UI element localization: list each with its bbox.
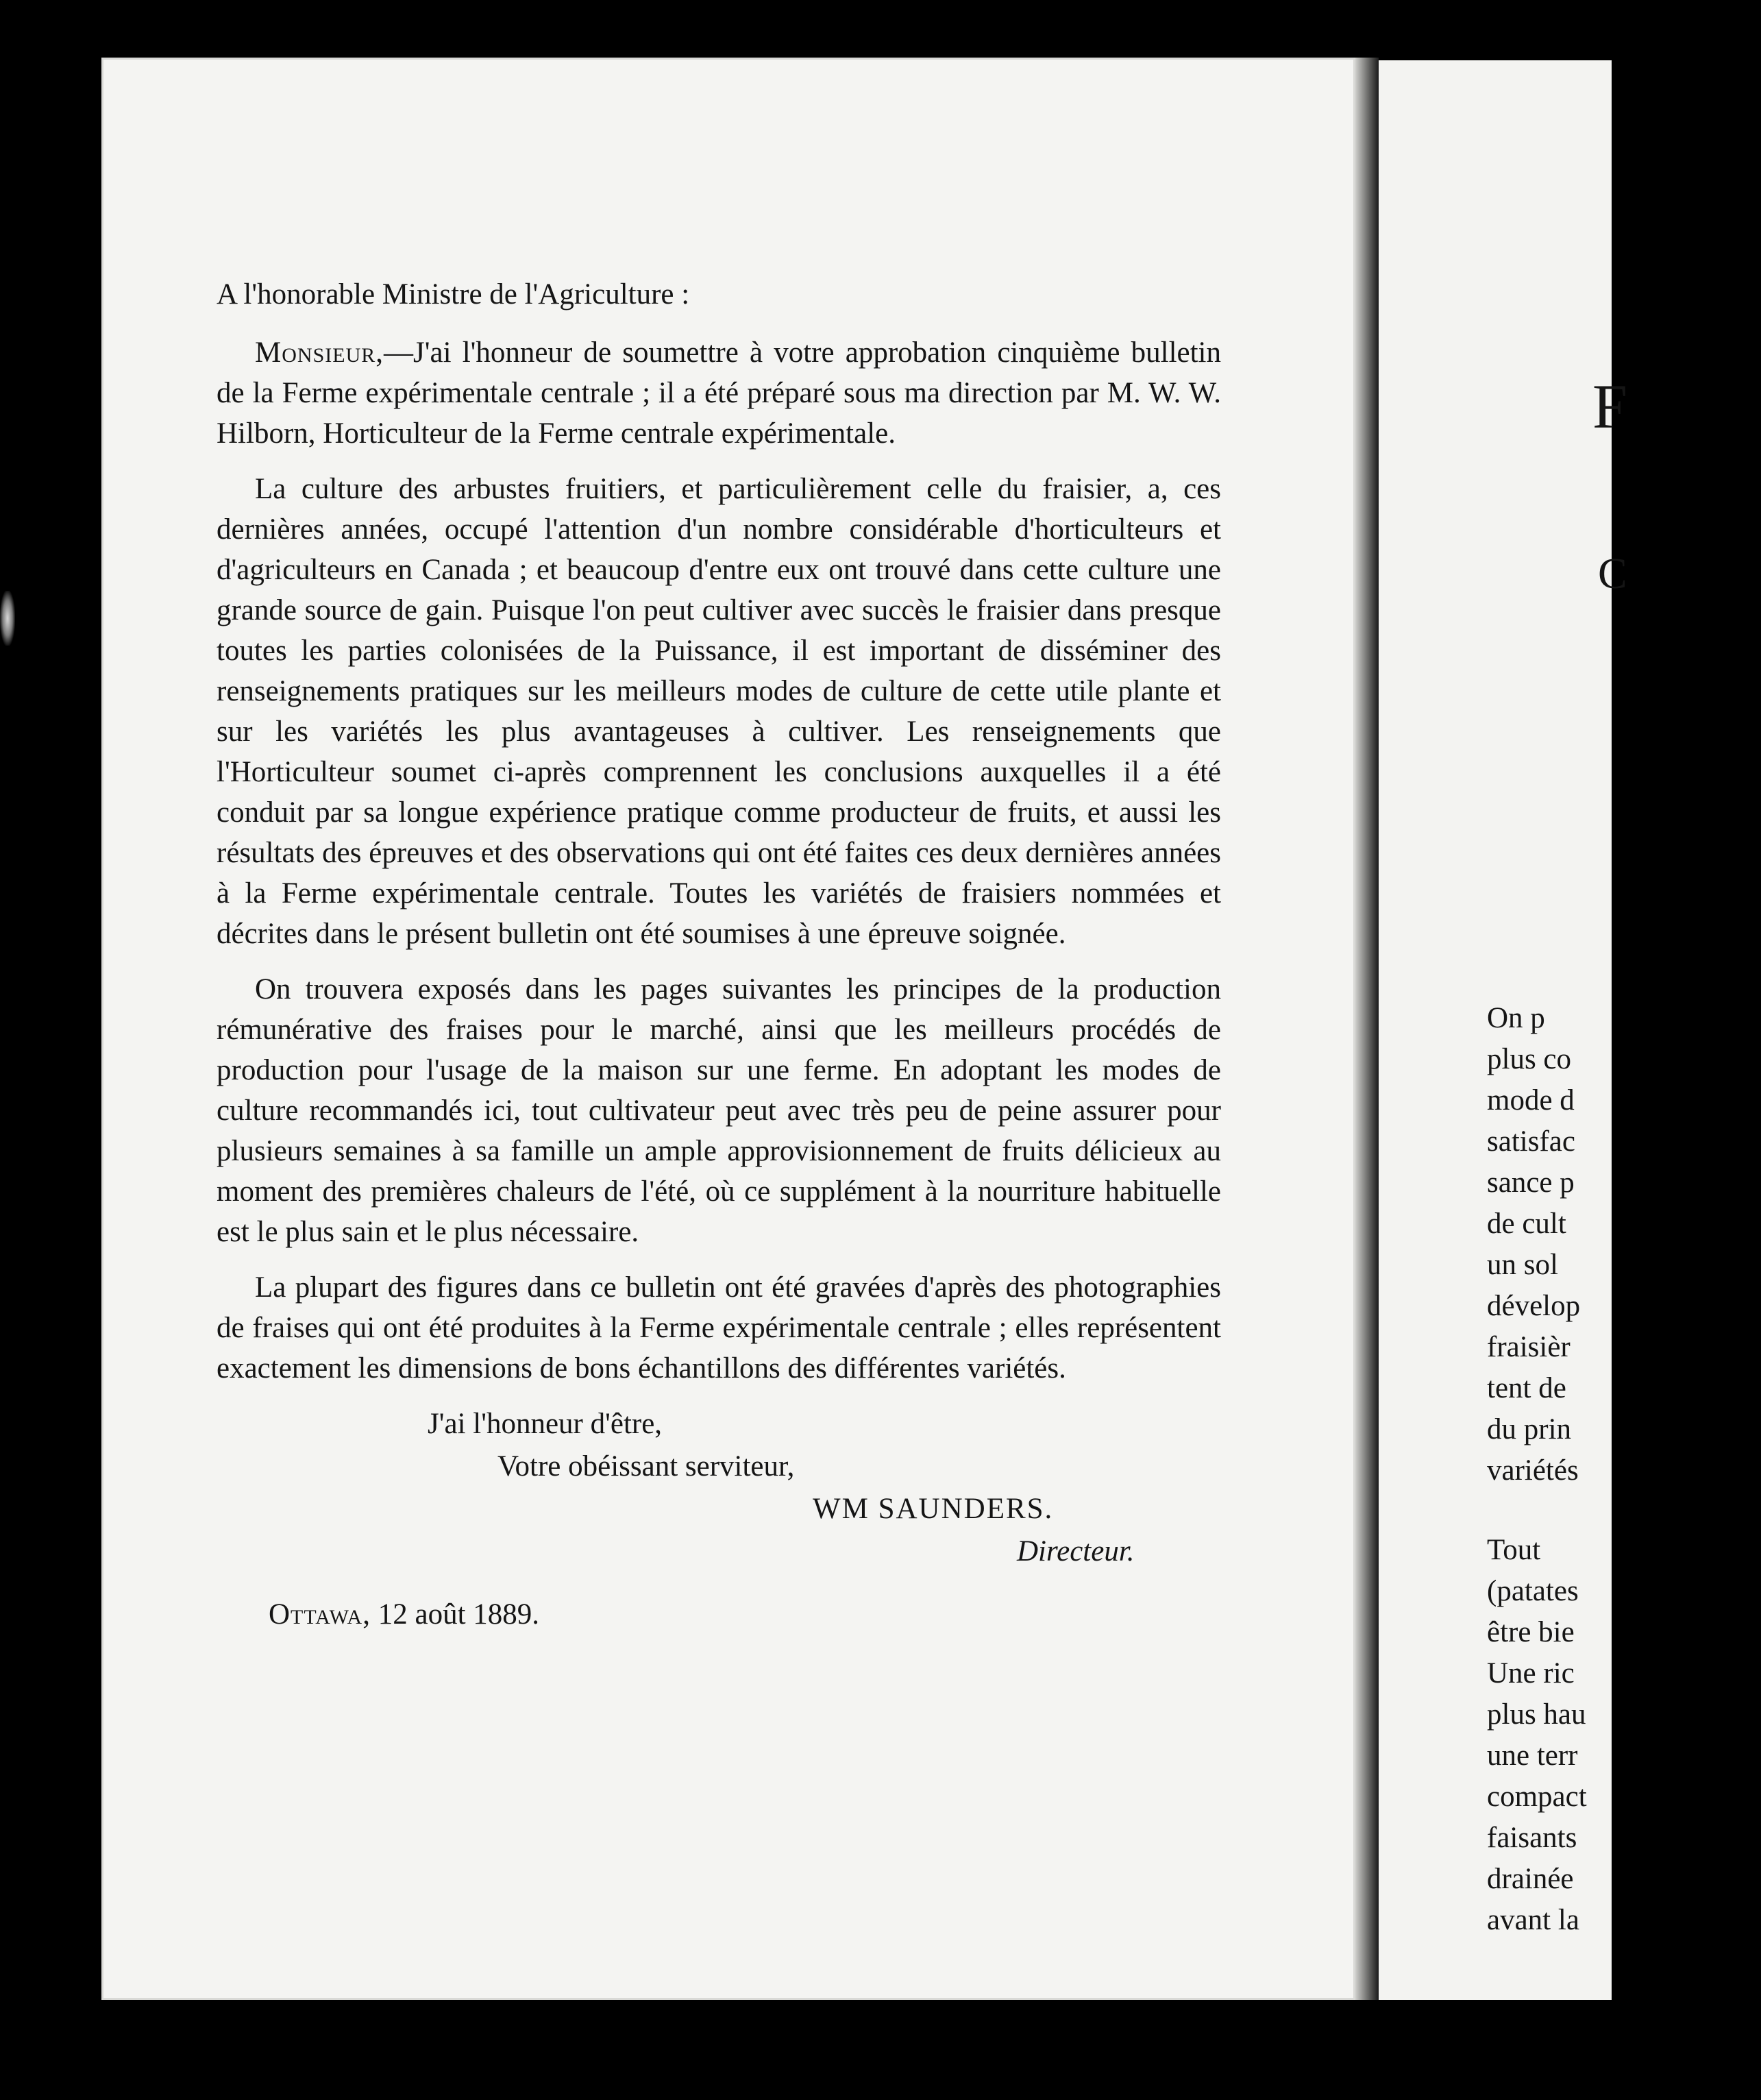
right-line: une terr <box>1487 1739 1578 1772</box>
right-line: être bie <box>1487 1616 1575 1648</box>
right-line: plus hau <box>1487 1698 1586 1731</box>
letter-body <box>217 274 1221 1631</box>
right-line: avant la <box>1487 1904 1579 1936</box>
salutation: A l'honorable Ministre de l'Agriculture : <box>217 278 690 310</box>
paragraph-1-text: —J'ai l'honneur de soumettre à votre approbation cinquième bulletin de la Ferme expérimentale centrale ; il a été préparé sous ma direction par M. W. W. Hilborn, Horticulteur de la Ferme centrale expérimentale. <box>217 337 1221 450</box>
right-line: drainée <box>1487 1863 1574 1895</box>
right-line: un sol <box>1487 1249 1558 1281</box>
book-spine <box>1355 58 1379 2000</box>
right-heading-letter: F <box>1592 371 1628 441</box>
right-line: plus co <box>1487 1043 1572 1075</box>
right-line: Tout <box>1487 1534 1541 1566</box>
right-line: sance p <box>1487 1167 1575 1199</box>
closing-line-2: Votre obéissant serviteur, <box>497 1450 795 1482</box>
paragraph-3: On trouvera exposés dans les pages suivantes les principes de la production rémunérative des fraises pour le marché, ainsi que les meilleurs procédés de production pour l'usage de la maison sur une ferme. En adoptant les modes de culture recommandés ici, tout cultivateur peut avec très peu de peine assurer pour plusieurs semaines à sa famille un ample approvisionnement de fruits délicieux au moment des premières chaleurs de l'été, où ce supplément à la nourriture habituelle est le plus sain et le plus nécessaire. <box>217 973 1221 1248</box>
paragraph-2: La culture des arbustes fruitiers, et particulièrement celle du fraisier, a, ces dernières années, occupé l'attention d'un nombre considérable d'horticulteurs et d'agriculteurs en Canada ; et beaucoup d'entre eux ont trouvé dans cette culture une grande source de gain. Puisque l'on peut cultiver avec succès le fraisier dans presque toutes les parties colonisées de la Puissance, il est important de disséminer des renseignements pratiques sur les meilleurs modes de culture de cette utile plante et sur les variétés les plus avantageuses à cultiver. Les renseignements que l'Horticulteur soumet ci-après comprennent les conclusions auxquelles il a été conduit par sa longue expérience pratique comme producteur de fruits, et aussi les résultats des épreuves et des observations qui ont été faites ces deux dernières années à la Ferme expérimentale centrale. Toutes les variétés de fraisiers nommées et décrites dans le présent bulletin ont été soumises à une épreuve soignée. <box>217 473 1221 950</box>
paragraph-1 <box>217 332 1221 454</box>
right-line: (patates <box>1487 1575 1579 1607</box>
right-line: Une ric <box>1487 1657 1575 1689</box>
dateline <box>269 1594 539 1635</box>
paragraph-4: La plupart des figures dans ce bulletin ont été gravées d'après des photographies de fraises qui ont été produites à la Ferme expérimentale centrale ; elles représentent exactement les dimensions de bons échantillons des différentes variétés. <box>217 1271 1221 1384</box>
right-text-lines <box>1487 998 1761 1941</box>
right-line: du prin <box>1487 1413 1572 1445</box>
salutation-word: Monsieur, <box>255 337 384 369</box>
right-page-content <box>1379 60 1628 2000</box>
right-line: satisfac <box>1487 1125 1575 1158</box>
right-line: mode d <box>1487 1084 1575 1116</box>
right-line: de cult <box>1487 1208 1566 1240</box>
scan-edge-mark <box>0 591 15 646</box>
right-line: dévelop <box>1487 1290 1581 1322</box>
right-line: variétés <box>1487 1454 1579 1487</box>
right-subheading-letter: C <box>1598 549 1627 598</box>
date: 12 août 1889. <box>370 1598 540 1631</box>
right-line: fraisièr <box>1487 1331 1571 1363</box>
signature: WM SAUNDERS. <box>813 1493 1054 1525</box>
right-line-gap <box>1487 1491 1761 1530</box>
closing-block <box>217 1404 1221 1631</box>
right-line: tent de <box>1487 1372 1566 1404</box>
right-line: On p <box>1487 1002 1545 1034</box>
signatory-title: Directeur. <box>1017 1535 1135 1567</box>
date-place: Ottawa, <box>269 1598 371 1631</box>
closing-line-1: J'ai l'honneur d'être, <box>428 1408 663 1440</box>
right-line: compact <box>1487 1781 1587 1813</box>
right-line: faisants <box>1487 1822 1577 1854</box>
